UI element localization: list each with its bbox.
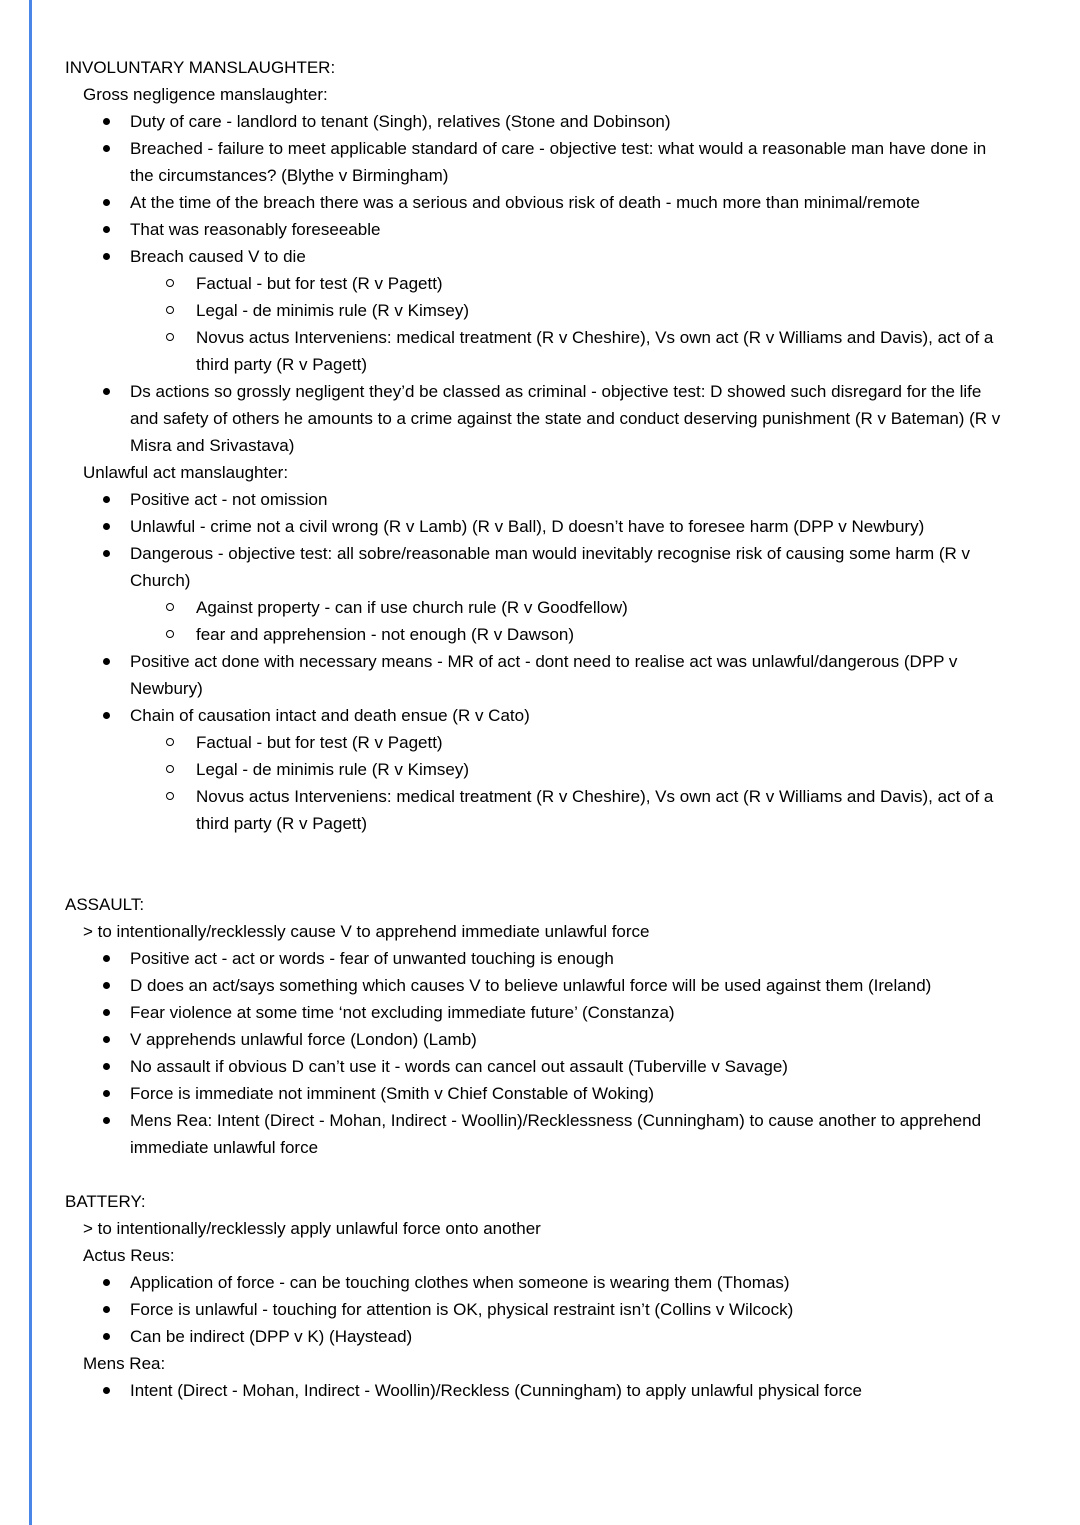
bullet-disc-icon [103,658,110,665]
text-content: Dangerous - objective test: all sobre/reasonable man would inevitably recognise risk of causing some harm (R v Church) [130,544,975,590]
text-content: Positive act - not omission [130,490,328,509]
bullet-disc-icon [103,1279,110,1286]
sub-list-item [0,270,1010,297]
bullet-circle-icon [166,738,174,746]
list-item [0,135,1010,189]
text-content: Application of force - can be touching clothes when someone is wearing them (Thomas) [130,1273,790,1292]
bullet-disc-icon [103,118,110,125]
bullet-circle-icon [166,630,174,638]
bullet-circle-icon [166,279,174,287]
bullet-disc-icon [103,712,110,719]
text-content: Mens Rea: Intent (Direct - Mohan, Indirect - Woollin)/Recklessness (Cunningham) to cause another to apprehend immediate unlawful force [130,1111,986,1157]
sub-list-item [0,756,1010,783]
bullet-disc-icon [103,523,110,530]
bullet-disc-icon [103,226,110,233]
list-item [0,216,1010,243]
section-heading [0,54,1010,81]
text-content: Mens Rea: [83,1354,166,1373]
text-content: Breached - failure to meet applicable standard of care - objective test: what would a reasonable man have done in the circumstances? (Blythe v Birmingham) [130,139,991,185]
bullet-disc-icon [103,388,110,395]
text-content: ASSAULT: [65,895,145,914]
definition-line [0,1215,1010,1242]
list-item [0,972,1010,999]
text-content: No assault if obvious D can’t use it - words can cancel out assault (Tuberville v Savage) [130,1057,788,1076]
bullet-disc-icon [103,1333,110,1340]
sub-list-item [0,783,1010,837]
text-content: Novus actus Interveniens: medical treatment (R v Cheshire), Vs own act (R v Williams and Davis), act of a third party (R v Pagett) [196,328,999,374]
bullet-disc-icon [103,199,110,206]
text-content: Positive act - act or words - fear of unwanted touching is enough [130,949,614,968]
list-item [0,243,1010,270]
bullet-circle-icon [166,792,174,800]
list-item [0,702,1010,729]
bullet-disc-icon [103,253,110,260]
text-content: Ds actions so grossly negligent they’d be classed as criminal - objective test: D showed such disregard for the life and safety of others he amounts to a crime against the state and conduct deserving punishment (R v Bateman) (R v Misra and Srivastava) [130,382,1006,455]
text-content: > to intentionally/recklessly apply unlawful force onto another [83,1219,541,1238]
bullet-circle-icon [166,765,174,773]
list-item [0,1323,1010,1350]
bullet-circle-icon [166,333,174,341]
list-item [0,1269,1010,1296]
bullet-circle-icon [166,603,174,611]
text-content: Intent (Direct - Mohan, Indirect - Woollin)/Reckless (Cunningham) to apply unlawful physical force [130,1381,862,1400]
sub-heading [0,81,1010,108]
list-item [0,189,1010,216]
bullet-disc-icon [103,145,110,152]
list-item [0,1026,1010,1053]
list-item [0,1377,1010,1404]
text-content: > to intentionally/recklessly cause V to apprehend immediate unlawful force [83,922,650,941]
text-content: That was reasonably foreseeable [130,220,381,239]
bullet-circle-icon [166,306,174,314]
text-content: Gross negligence manslaughter: [83,85,328,104]
list-item [0,513,1010,540]
blank-line [0,1161,1010,1188]
section-heading [0,891,1010,918]
text-content: Positive act done with necessary means - MR of act - dont need to realise act was unlawful/dangerous (DPP v Newbury) [130,652,963,698]
text-content: Legal - de minimis rule (R v Kimsey) [196,760,470,779]
list-item [0,1053,1010,1080]
text-content: V apprehends unlawful force (London) (Lamb) [130,1030,477,1049]
list-item [0,648,1010,702]
list-item [0,378,1010,459]
sub-list-item [0,621,1010,648]
text-content: Legal - de minimis rule (R v Kimsey) [196,301,470,320]
text-content: BATTERY: [65,1192,146,1211]
list-item [0,999,1010,1026]
bullet-disc-icon [103,1090,110,1097]
text-content: Breach caused V to die [130,247,306,266]
bullet-disc-icon [103,1063,110,1070]
text-content: Factual - but for test (R v Pagett) [196,274,443,293]
bullet-disc-icon [103,1117,110,1124]
sub-heading [0,1350,1010,1377]
blank-line [0,837,1010,864]
list-item [0,1296,1010,1323]
bullet-disc-icon [103,1036,110,1043]
list-item [0,486,1010,513]
text-content: INVOLUNTARY MANSLAUGHTER: [65,58,336,77]
text-content: Duty of care - landlord to tenant (Singh), relatives (Stone and Dobinson) [130,112,671,131]
section-heading [0,1188,1010,1215]
text-content: Fear violence at some time ‘not excluding immediate future’ (Constanza) [130,1003,675,1022]
sub-list-item [0,297,1010,324]
text-content: Force is unlawful - touching for attention is OK, physical restraint isn’t (Collins v Wilcock) [130,1300,794,1319]
list-item [0,108,1010,135]
text-content: Unlawful act manslaughter: [83,463,289,482]
text-content: Can be indirect (DPP v K) (Haystead) [130,1327,413,1346]
list-item [0,1107,1010,1161]
list-item [0,1080,1010,1107]
text-content: At the time of the breach there was a serious and obvious risk of death - much more than minimal/remote [130,193,920,212]
bullet-disc-icon [103,550,110,557]
document-text-area[interactable] [0,54,1080,1404]
bullet-disc-icon [103,496,110,503]
sub-heading [0,459,1010,486]
text-content: Against property - can if use church rule (R v Goodfellow) [196,598,628,617]
text-content: fear and apprehension - not enough (R v Dawson) [196,625,575,644]
list-item [0,540,1010,594]
text-content: Unlawful - crime not a civil wrong (R v Lamb) (R v Ball), D doesn’t have to foresee harm (DPP v Newbury) [130,517,925,536]
sub-heading [0,1242,1010,1269]
text-content: Force is immediate not imminent (Smith v Chief Constable of Woking) [130,1084,655,1103]
text-content: Novus actus Interveniens: medical treatment (R v Cheshire), Vs own act (R v Williams and Davis), act of a third party (R v Pagett) [196,787,999,833]
bullet-disc-icon [103,955,110,962]
sub-list-item [0,324,1010,378]
text-content: Actus Reus: [83,1246,175,1265]
bullet-disc-icon [103,1306,110,1313]
definition-line [0,918,1010,945]
blank-line [0,864,1010,891]
bullet-disc-icon [103,1387,110,1394]
bullet-disc-icon [103,982,110,989]
text-content: Factual - but for test (R v Pagett) [196,733,443,752]
sub-list-item [0,594,1010,621]
text-content: Chain of causation intact and death ensue (R v Cato) [130,706,530,725]
list-item [0,945,1010,972]
text-content: D does an act/says something which causes V to believe unlawful force will be used against them (Ireland) [130,976,932,995]
sub-list-item [0,729,1010,756]
bullet-disc-icon [103,1009,110,1016]
